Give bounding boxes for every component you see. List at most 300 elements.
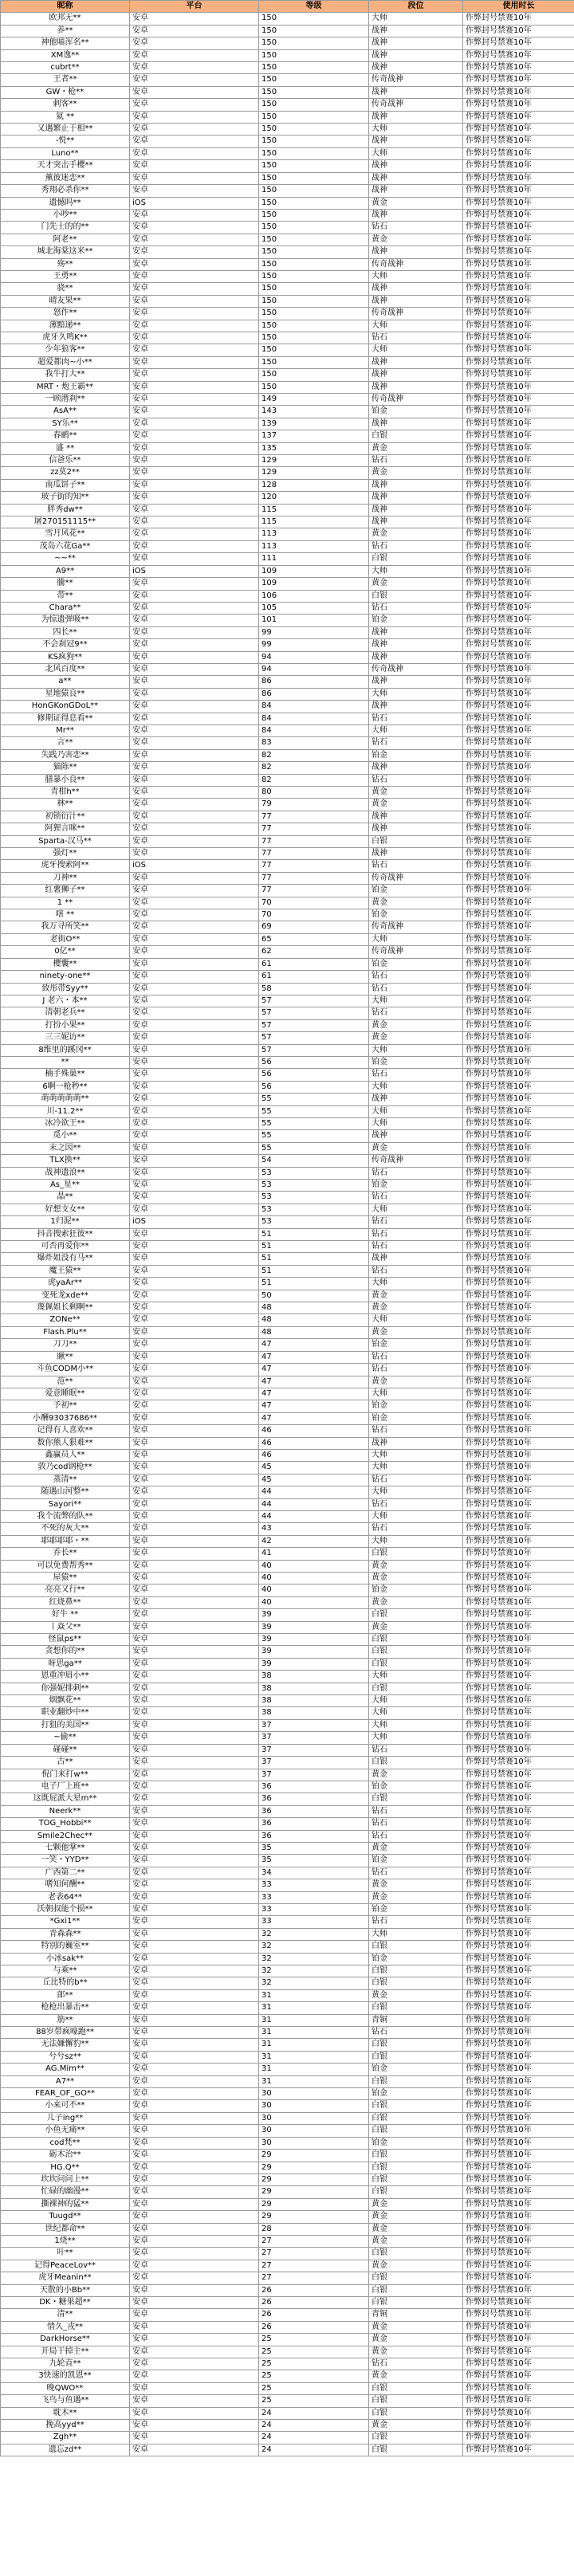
cell-platform: 安卓 [130,2334,259,2346]
table-row [1,2432,574,2444]
cell-rank: 白银 [369,1977,463,1989]
cell-duration: 作弊封号禁赛10年 [463,946,574,958]
cell-platform: 安卓 [130,701,259,713]
table-row [1,86,574,98]
cell-duration: 作弊封号禁赛10年 [463,1192,574,1204]
table-row [1,1278,574,1290]
cell-duration: 作弊封号禁赛10年 [463,2444,574,2456]
cell-duration: 作弊封号禁赛10年 [463,2382,574,2394]
cell-duration: 作弊封号禁赛10年 [463,2137,574,2149]
cell-rank: 钻石 [369,1007,463,1019]
cell-name: ** [1,1056,130,1068]
cell-platform: 安卓 [130,2296,259,2308]
cell-duration: 作弊封号禁赛10年 [463,823,574,835]
cell-level: 120 [259,492,369,504]
table-row [1,492,574,504]
cell-duration: 作弊封号禁赛10年 [463,1891,574,1903]
table-row [1,848,574,860]
table-row [1,860,574,872]
table-row [1,1044,574,1056]
cell-rank: 铂金 [369,615,463,626]
cell-name: A7** [1,2075,130,2087]
cell-rank: 大师 [369,13,463,25]
cell-platform: 安卓 [130,1781,259,1793]
cell-rank: 黄金 [369,1842,463,1854]
table-row [1,565,574,577]
cell-level: 53 [259,1180,369,1192]
cell-rank: 铂金 [369,885,463,897]
cell-platform: 安卓 [130,160,259,172]
table-row [1,1596,574,1608]
cell-rank: 大师 [369,1278,463,1290]
cell-platform: 安卓 [130,172,259,184]
cell-duration: 作弊封号禁赛10年 [463,2370,574,2382]
cell-platform: 安卓 [130,2358,259,2370]
cell-duration: 作弊封号禁赛10年 [463,1744,574,1756]
cell-level: 24 [259,2432,369,2444]
cell-name: 碰碰** [1,1744,130,1756]
cell-duration: 作弊封号禁赛10年 [463,2358,574,2370]
table-row [1,1081,574,1093]
cell-platform: 安卓 [130,626,259,638]
cell-level: 37 [259,1744,369,1756]
table-row [1,1007,574,1019]
cell-duration: 作弊封号禁赛10年 [463,2346,574,2358]
table-row [1,958,574,970]
cell-platform: 安卓 [130,528,259,540]
cell-name: 楠手殊巢** [1,1069,130,1081]
cell-platform: 安卓 [130,2027,259,2039]
cell-rank: 黄金 [369,2211,463,2223]
cell-duration: 作弊封号禁赛10年 [463,1142,574,1154]
cell-platform: 安卓 [130,2248,259,2260]
cell-platform: 安卓 [130,2432,259,2444]
cell-duration: 作弊封号禁赛10年 [463,1314,574,1326]
cell-platform: 安卓 [130,2382,259,2394]
cell-duration: 作弊封号禁赛10年 [463,1437,574,1449]
cell-duration: 作弊封号禁赛10年 [463,1916,574,1928]
cell-rank: 战神 [369,135,463,147]
cell-name: 抖音搜索狂彼** [1,1228,130,1240]
table-row [1,1891,574,1903]
cell-platform: 安卓 [130,578,259,590]
cell-name: 小冰sak** [1,1953,130,1965]
cell-platform: 安卓 [130,2346,259,2358]
cell-rank: 黄金 [369,1302,463,1314]
cell-name: 特别的巍室** [1,1941,130,1953]
cell-rank: 青铜 [369,2014,463,2026]
table-row [1,283,574,295]
cell-platform: 安卓 [130,1634,259,1646]
cell-duration: 作弊封号禁赛10年 [463,516,574,528]
cell-level: 41 [259,1548,369,1560]
cell-duration: 作弊封号禁赛10年 [463,74,574,86]
cell-platform: 安卓 [130,37,259,49]
cell-rank: 黄金 [369,1989,463,2001]
cell-platform: 安卓 [130,418,259,430]
cell-name: 电子厂上班** [1,1781,130,1793]
table-row [1,2014,574,2026]
table-row [1,1548,574,1560]
cell-rank: 战神 [369,676,463,688]
cell-level: 77 [259,811,369,823]
cell-platform: 安卓 [130,258,259,270]
cell-level: 36 [259,1830,369,1842]
cell-platform: 安卓 [130,1130,259,1142]
cell-rank: 战神 [369,626,463,638]
cell-platform: 安卓 [130,774,259,786]
cell-rank: 大师 [369,1044,463,1056]
cell-platform: 安卓 [130,1412,259,1424]
cell-name: 又遇繁止于相** [1,124,130,135]
cell-platform: 安卓 [130,246,259,258]
table-row [1,1032,574,1044]
cell-platform: 安卓 [130,1339,259,1351]
cell-platform: 安卓 [130,2198,259,2210]
cell-name: 欧邦无** [1,13,130,25]
cell-duration: 作弊封号禁赛10年 [463,504,574,516]
cell-duration: 作弊封号禁赛10年 [463,688,574,700]
cell-level: 32 [259,1977,369,1989]
cell-name: KS疯狗** [1,651,130,663]
cell-level: 111 [259,553,369,565]
cell-name: 斗鱼CODM小** [1,1364,130,1376]
cell-level: 150 [259,295,369,307]
cell-level: 33 [259,1916,369,1928]
cell-duration: 作弊封号禁赛10年 [463,308,574,320]
cell-name: 乔长** [1,1548,130,1560]
cell-duration: 作弊封号禁赛10年 [463,1683,574,1694]
table-row [1,246,574,258]
cell-name: 儿子ing** [1,2112,130,2124]
cell-level: 25 [259,2358,369,2370]
cell-platform: 安卓 [130,13,259,25]
cell-rank: 黄金 [369,2370,463,2382]
table-row [1,1105,574,1117]
table-row [1,1658,574,1670]
table-row [1,1609,574,1621]
cell-level: 35 [259,1842,369,1854]
cell-duration: 作弊封号禁赛10年 [463,872,574,884]
cell-name: 蔑佩姐长剩啊** [1,1302,130,1314]
cell-platform: 安卓 [130,1671,259,1683]
cell-name: 王者** [1,74,130,86]
table-row [1,1732,574,1744]
cell-rank: 铂金 [369,2137,463,2149]
cell-rank: 钻石 [369,1216,463,1228]
cell-name: 广西第二** [1,1867,130,1879]
cell-duration: 作弊封号禁赛10年 [463,381,574,393]
cell-level: 46 [259,1425,369,1437]
cell-level: 128 [259,479,369,491]
cell-duration: 作弊封号禁赛10年 [463,1781,574,1793]
cell-rank: 黄金 [369,787,463,799]
cell-level: 43 [259,1523,369,1535]
cell-name: 可以免费帮秀** [1,1560,130,1572]
cell-duration: 作弊封号禁赛10年 [463,799,574,811]
cell-name: 我个流弊的队** [1,1510,130,1522]
cell-name: 玻子街的知** [1,492,130,504]
cell-duration: 作弊封号禁赛10年 [463,1130,574,1142]
cell-name: ZONe** [1,1314,130,1326]
cell-platform: 安卓 [130,1462,259,1474]
cell-platform: 安卓 [130,2075,259,2087]
table-row [1,332,574,344]
cell-platform: 安卓 [130,1265,259,1277]
cell-duration: 作弊封号禁赛10年 [463,2248,574,2260]
cell-platform: 安卓 [130,2444,259,2456]
cell-level: 115 [259,504,369,516]
cell-duration: 作弊封号禁赛10年 [463,811,574,823]
cell-level: 24 [259,2407,369,2419]
cell-duration: 作弊封号禁赛10年 [463,1364,574,1376]
table-row [1,2186,574,2198]
cell-platform: 安卓 [130,1744,259,1756]
cell-duration: 作弊封号禁赛10年 [463,394,574,406]
cell-rank: 战神 [369,160,463,172]
table-row [1,1388,574,1400]
table-row [1,160,574,172]
cell-duration: 作弊封号禁赛10年 [463,332,574,344]
cell-platform: 安卓 [130,369,259,381]
cell-name: 贪想你的** [1,1646,130,1658]
cell-level: 29 [259,2150,369,2162]
cell-level: 51 [259,1253,369,1265]
cell-rank: 大师 [369,1707,463,1719]
cell-duration: 作弊封号禁赛10年 [463,258,574,270]
cell-level: 109 [259,565,369,577]
cell-name: 记得有人喜欢** [1,1425,130,1437]
table-row [1,1683,574,1694]
cell-level: 31 [259,2027,369,2039]
cell-duration: 作弊封号禁赛10年 [463,1167,574,1179]
cell-rank: 大师 [369,688,463,700]
cell-name: cod梵** [1,2137,130,2149]
cell-rank: 传奇战神 [369,663,463,675]
cell-rank: 黄金 [369,1621,463,1633]
cell-name: 遗憾吗** [1,197,130,209]
cell-duration: 作弊封号禁赛10年 [463,1695,574,1707]
cell-name: 爆炸姐没有马** [1,1253,130,1265]
cell-rank: 大师 [369,1388,463,1400]
cell-platform: 安卓 [130,1965,259,1977]
cell-platform: 安卓 [130,234,259,245]
cell-platform: 安卓 [130,1523,259,1535]
cell-rank: 铂金 [369,909,463,921]
cell-rank: 战神 [369,209,463,221]
cell-level: 61 [259,971,369,983]
cell-level: 150 [259,172,369,184]
cell-platform: iOS [130,860,259,872]
table-row [1,2370,574,2382]
table-row [1,737,574,749]
cell-duration: 作弊封号禁赛10年 [463,1400,574,1412]
cell-name: 与乘** [1,1965,130,1977]
cell-duration: 作弊封号禁赛10年 [463,1560,574,1572]
cell-name: 养** [1,25,130,37]
cell-duration: 作弊封号禁赛10年 [463,197,574,209]
cell-rank: 青铜 [369,2309,463,2321]
cell-level: 51 [259,1265,369,1277]
cell-platform: 安卓 [130,1105,259,1117]
cell-platform: 安卓 [130,222,259,234]
cell-platform: 安卓 [130,872,259,884]
cell-platform: 安卓 [130,1180,259,1192]
cell-name: 予初** [1,1400,130,1412]
cell-platform: 安卓 [130,2064,259,2075]
table-row [1,1069,574,1081]
cell-name: 可否再爱你** [1,1241,130,1253]
cell-platform: 安卓 [130,1228,259,1240]
cell-rank: 战神 [369,25,463,37]
cell-name: J 老六・本** [1,995,130,1007]
cell-rank: 白银 [369,2284,463,2296]
cell-name: *Gxi1** [1,1916,130,1928]
cell-duration: 作弊封号禁赛10年 [463,2321,574,2333]
cell-name: 阿狸言咪** [1,823,130,835]
cell-duration: 作弊封号禁赛10年 [463,1180,574,1192]
cell-platform: 安卓 [130,2100,259,2112]
cell-rank: 钻石 [369,1167,463,1179]
cell-platform: 安卓 [130,1117,259,1129]
cell-name: 南瓜饼子** [1,479,130,491]
cell-rank: 钻石 [369,1818,463,1830]
cell-platform: 安卓 [130,1855,259,1867]
table-row [1,2407,574,2419]
table-row [1,762,574,774]
cell-platform: 安卓 [130,1388,259,1400]
cell-name: 虎牙久鸣K** [1,332,130,344]
cell-name: HonGKonGDoL** [1,701,130,713]
cell-platform: 安卓 [130,1830,259,1842]
table-row [1,185,574,197]
cell-name: 信爸乐** [1,455,130,467]
cell-name: Sparta-汉马** [1,835,130,847]
cell-duration: 作弊封号禁赛10年 [463,270,574,282]
cell-level: 149 [259,394,369,406]
cell-level: 26 [259,2309,369,2321]
cell-rank: 传奇战神 [369,872,463,884]
cell-duration: 作弊封号禁赛10年 [463,1965,574,1977]
cell-rank: 战神 [369,172,463,184]
cell-platform: 安卓 [130,1989,259,2001]
cell-platform: 安卓 [130,99,259,111]
cell-duration: 作弊封号禁赛10年 [463,578,574,590]
cell-platform: iOS [130,565,259,577]
cell-duration: 作弊封号禁赛10年 [463,2186,574,2198]
table-row [1,381,574,393]
cell-rank: 战神 [369,492,463,504]
table-row [1,1180,574,1192]
cell-level: 56 [259,1056,369,1068]
table-body [1,13,574,2456]
cell-duration: 作弊封号禁赛10年 [463,701,574,713]
cell-level: 77 [259,823,369,835]
cell-level: 150 [259,308,369,320]
cell-rank: 铂金 [369,1180,463,1192]
cell-duration: 作弊封号禁赛10年 [463,467,574,479]
cell-duration: 作弊封号禁赛10年 [463,2420,574,2432]
cell-name: FEAR_OF_GO** [1,2088,130,2100]
cell-name: 晴友果** [1,295,130,307]
cell-duration: 作弊封号禁赛10年 [463,1388,574,1400]
cell-level: 37 [259,1769,369,1781]
cell-name: TLX换** [1,1155,130,1167]
cell-rank: 大师 [369,1486,463,1498]
table-row [1,2223,574,2235]
cell-rank: 战神 [369,1437,463,1449]
cell-rank: 白银 [369,2112,463,2124]
cell-level: 31 [259,2039,369,2051]
cell-duration: 作弊封号禁赛10年 [463,1302,574,1314]
cell-name: 丨焱父** [1,1621,130,1633]
table-row [1,516,574,528]
cell-duration: 作弊封号禁赛10年 [463,590,574,602]
table-row [1,1117,574,1129]
cell-level: 105 [259,602,369,614]
table-row [1,1621,574,1633]
cell-level: 35 [259,1855,369,1867]
cell-level: 150 [259,37,369,49]
table-row [1,909,574,921]
table-row [1,1449,574,1461]
cell-platform: 安卓 [130,406,259,418]
cell-name: 萌萌萌萌萌** [1,1094,130,1105]
cell-name: 职业翻炒中** [1,1707,130,1719]
cell-duration: 作弊封号禁赛10年 [463,1486,574,1498]
cell-duration: 作弊封号禁赛10年 [463,442,574,454]
cell-duration: 作弊封号禁赛10年 [463,676,574,688]
cell-platform: 安卓 [130,1953,259,1965]
cell-platform: 安卓 [130,1032,259,1044]
cell-level: 53 [259,1167,369,1179]
header-duration: 使用时长 [463,1,574,13]
table-row [1,430,574,442]
cell-rank: 白银 [369,2162,463,2174]
table-row [1,234,574,245]
cell-rank: 钻石 [369,1916,463,1928]
cell-level: 42 [259,1535,369,1547]
cell-duration: 作弊封号禁赛10年 [463,2112,574,2124]
cell-name: 薄黯递** [1,320,130,332]
table-row [1,540,574,552]
table-row [1,1155,574,1167]
table-row [1,320,574,332]
cell-level: 26 [259,2296,369,2308]
cell-duration: 作弊封号禁赛10年 [463,1155,574,1167]
cell-duration: 作弊封号禁赛10年 [463,762,574,774]
cell-platform: 安卓 [130,455,259,467]
table-row [1,1216,574,1228]
table-row [1,394,574,406]
cell-rank: 战神 [369,381,463,393]
cell-platform: 安卓 [130,1019,259,1031]
cell-rank: 铂金 [369,749,463,761]
table-row [1,124,574,135]
cell-platform: 安卓 [130,749,259,761]
cell-duration: 作弊封号禁赛10年 [463,160,574,172]
cell-rank: 传奇战神 [369,258,463,270]
table-row [1,971,574,983]
table-row [1,455,574,467]
cell-platform: 安卓 [130,1474,259,1486]
cell-rank: 白银 [369,1683,463,1694]
cell-duration: 作弊封号禁赛10年 [463,222,574,234]
cell-platform: 安卓 [130,332,259,344]
table-row [1,1867,574,1879]
cell-rank: 战神 [369,418,463,430]
cell-duration: 作弊封号禁赛10年 [463,885,574,897]
